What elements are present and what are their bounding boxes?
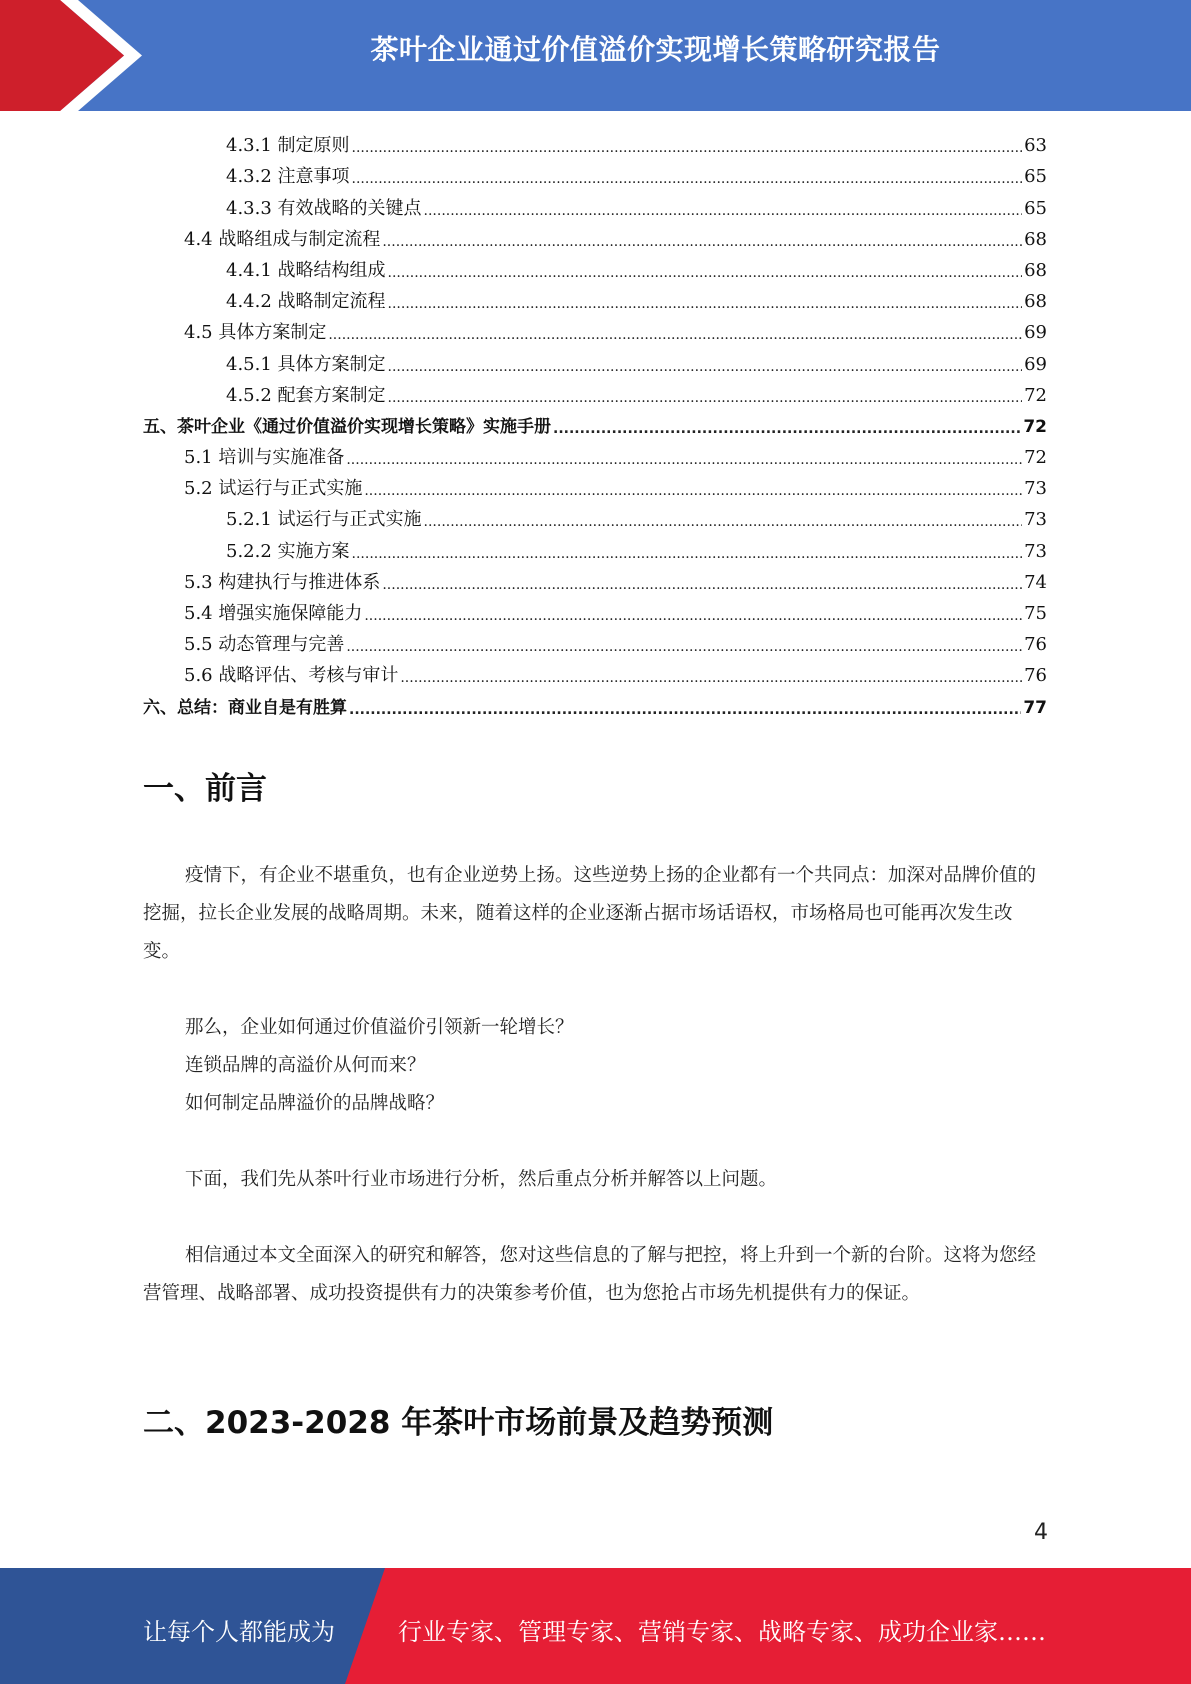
preface-paragraph-1: 疫情下，有企业不堪重负，也有企业逆势上扬。这些逆势上扬的企业都有一个共同点：加深对品牌价值的挖掘，拉长企业发展的战略周期。未来，随着这样的企业逐渐占据市场话语权，市场格局也可能再次发生改变。 xyxy=(143,865,1037,962)
page-number: 4 xyxy=(1034,1520,1048,1545)
toc-leader-dots xyxy=(424,200,1023,222)
toc-entry-label: 5.1 培训与实施准备 xyxy=(184,447,345,469)
toc-entry-page: 69 xyxy=(1024,322,1047,344)
toc-entry-page: 72 xyxy=(1024,447,1047,469)
toc-leader-dots xyxy=(388,387,1023,409)
toc-entry-label: 4.5.1 具体方案制定 xyxy=(226,353,386,375)
footer-banner xyxy=(0,1568,1191,1684)
toc-entry-label: 五、茶叶企业《通过价值溢价实现增长策略》实施手册 xyxy=(143,416,551,437)
preface-question-1: 那么，企业如何通过价值溢价引领新一轮增长？ xyxy=(185,1017,574,1038)
preface-question-3: 如何制定品牌溢价的品牌战略？ xyxy=(185,1093,445,1114)
toc-entry-page: 72 xyxy=(1024,384,1047,406)
toc-leader-dots xyxy=(364,605,1022,627)
toc-entry[interactable] xyxy=(143,378,1047,409)
toc-entry-label: 5.2.1 试运行与正式实施 xyxy=(226,509,422,531)
toc-entry[interactable] xyxy=(143,190,1047,221)
toc-entry-page: 68 xyxy=(1024,228,1047,250)
toc-entry-label: 5.5 动态管理与完善 xyxy=(184,634,345,656)
toc-entry-page: 69 xyxy=(1024,353,1047,375)
preface-paragraph-2: 下面，我们先从茶叶行业市场进行分析，然后重点分析并解答以上问题。 xyxy=(185,1169,778,1190)
toc-entry-page: 68 xyxy=(1024,259,1047,281)
toc-entry[interactable] xyxy=(143,315,1047,346)
toc-entry-label: 4.3.1 制定原则 xyxy=(226,135,350,157)
toc-entry-label: 4.3.2 注意事项 xyxy=(226,166,350,188)
toc-entry[interactable] xyxy=(143,565,1047,596)
toc-entry-chapter[interactable] xyxy=(143,689,1047,720)
toc-entry-page: 73 xyxy=(1024,478,1047,500)
section-heading-preface: 一、前言 xyxy=(143,771,267,807)
toc-entry-label: 5.3 构建执行与推进体系 xyxy=(184,571,381,593)
toc-entry-page: 76 xyxy=(1024,634,1047,656)
header-title: 茶叶企业通过价值溢价实现增长策略研究报告 xyxy=(370,33,941,66)
toc-leader-dots xyxy=(382,574,1022,596)
toc-entry-label: 5.2 试运行与正式实施 xyxy=(184,478,363,500)
toc-entry[interactable] xyxy=(143,346,1047,377)
toc-entry-label: 4.5.2 配套方案制定 xyxy=(226,384,386,406)
toc-leader-dots xyxy=(349,699,1021,721)
toc-leader-dots xyxy=(382,231,1022,253)
footer-roles: 行业专家、管理专家、营销专家、战略专家、成功企业家…… xyxy=(398,1618,1046,1646)
toc-entry-page: 72 xyxy=(1023,416,1047,437)
toc-entry[interactable] xyxy=(143,159,1047,190)
toc-entry[interactable] xyxy=(143,658,1047,689)
toc-entry[interactable] xyxy=(143,533,1047,564)
toc-entry[interactable] xyxy=(143,471,1047,502)
toc-leader-dots xyxy=(364,480,1022,502)
toc-leader-dots xyxy=(352,168,1023,190)
section-heading-market-forecast: 二、2023-2028 年茶叶市场前景及趋势预测 xyxy=(143,1405,774,1441)
toc-leader-dots xyxy=(388,356,1023,378)
toc-entry-label: 4.4 战略组成与制定流程 xyxy=(184,228,381,250)
preface-paragraph-3: 相信通过本文全面深入的研究和解答，您对这些信息的了解与把控，将上升到一个新的台阶。这将为您经营管理、战略部署、成功投资提供有力的决策参考价值，也为您抢占市场先机提供有力的保证。 xyxy=(143,1245,1037,1304)
toc-leader-dots xyxy=(352,543,1023,565)
toc-entry-page: 73 xyxy=(1024,540,1047,562)
toc-entry-label: 5.6 战略评估、考核与审计 xyxy=(184,665,399,687)
toc-entry[interactable] xyxy=(143,440,1047,471)
toc-entry-page: 75 xyxy=(1024,603,1047,624)
toc-entry-label: 5.2.2 实施方案 xyxy=(226,540,350,562)
toc-leader-dots xyxy=(388,293,1023,315)
toc-leader-dots xyxy=(352,137,1023,159)
toc-entry[interactable] xyxy=(143,284,1047,315)
toc-leader-dots xyxy=(328,324,1022,346)
toc-entry[interactable] xyxy=(143,502,1047,533)
toc-entry-label: 4.4.2 战略制定流程 xyxy=(226,291,386,313)
toc-entry[interactable] xyxy=(143,128,1047,159)
toc-entry-label: 4.3.3 有效战略的关键点 xyxy=(226,197,422,219)
toc-entry-label: 5.4 增强实施保障能力 xyxy=(184,603,363,624)
toc-entry-label: 4.5 具体方案制定 xyxy=(184,322,327,344)
header-banner xyxy=(0,0,1191,111)
toc-entry-page: 68 xyxy=(1024,291,1047,313)
toc-entry-chapter[interactable] xyxy=(143,409,1047,440)
toc-leader-dots xyxy=(553,418,1021,440)
toc-entry-page: 74 xyxy=(1024,571,1047,593)
toc-leader-dots xyxy=(346,636,1022,658)
toc-leader-dots xyxy=(424,511,1023,533)
toc-entry-page: 76 xyxy=(1024,665,1047,687)
toc-entry-page: 65 xyxy=(1024,197,1047,219)
toc-entry-page: 77 xyxy=(1023,697,1047,718)
toc-entry-page: 65 xyxy=(1024,166,1047,188)
toc-entry[interactable] xyxy=(143,627,1047,658)
footer-slogan: 让每个人都能成为 xyxy=(143,1618,335,1646)
toc-entry-label: 4.4.1 战略结构组成 xyxy=(226,259,386,281)
toc-entry[interactable] xyxy=(143,222,1047,253)
toc-entry-label: 六、总结：商业自是有胜算 xyxy=(143,697,347,718)
toc-leader-dots xyxy=(346,449,1022,471)
toc-leader-dots xyxy=(388,262,1023,284)
toc-entry-page: 73 xyxy=(1024,509,1047,531)
toc-entry-page: 63 xyxy=(1024,135,1047,157)
table-of-contents xyxy=(143,128,1047,721)
toc-entry[interactable] xyxy=(143,253,1047,284)
preface-question-2: 连锁品牌的高溢价从何而来？ xyxy=(185,1055,426,1076)
toc-entry[interactable] xyxy=(143,596,1047,627)
toc-leader-dots xyxy=(400,667,1022,689)
